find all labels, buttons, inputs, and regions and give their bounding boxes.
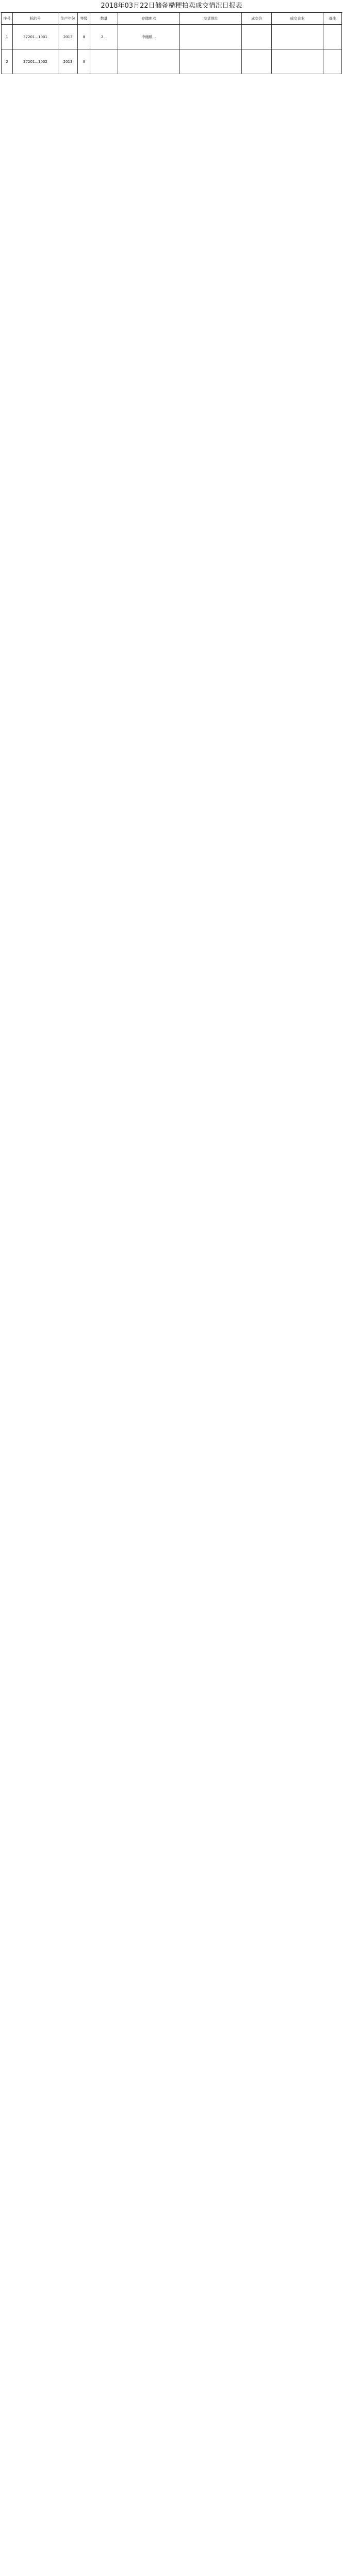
cell-depot <box>118 49 180 74</box>
column-header: 序号 <box>2 13 13 25</box>
cell-price <box>242 49 272 74</box>
table-row <box>2 49 342 74</box>
cell-no: 1 <box>2 25 13 49</box>
cell-grade: II <box>78 25 90 49</box>
column-header: 等级 <box>78 13 90 25</box>
cell-year: 2013 <box>58 49 78 74</box>
cell-year: 2013 <box>58 25 78 49</box>
table-header-row <box>2 13 342 25</box>
column-header: 存储库点 <box>118 13 180 25</box>
cell-qty: 2... <box>90 25 118 49</box>
table-row <box>2 25 342 49</box>
column-header: 成交价 <box>242 13 272 25</box>
column-header: 标的号 <box>13 13 58 25</box>
cell-remark <box>323 49 342 74</box>
cell-addr <box>180 49 242 74</box>
column-header: 交货地址 <box>180 13 242 25</box>
cell-grade: II <box>78 49 90 74</box>
table-body <box>2 25 342 74</box>
cell-no: 2 <box>2 49 13 74</box>
cell-lot: 37201...1001 <box>13 25 58 49</box>
cell-buyer <box>272 49 323 74</box>
column-header: 数量 <box>90 13 118 25</box>
column-header: 成交企业 <box>272 13 323 25</box>
cell-price <box>242 25 272 49</box>
column-header: 备注 <box>323 13 342 25</box>
report-title: 2018年03月22日储备糙粳拍卖成交情况日报表 <box>0 0 343 12</box>
auction-table <box>1 12 342 74</box>
cell-qty <box>90 49 118 74</box>
column-header: 生产年份 <box>58 13 78 25</box>
cell-remark <box>323 25 342 49</box>
cell-depot: 中储粮... <box>118 25 180 49</box>
cell-addr <box>180 25 242 49</box>
cell-buyer <box>272 25 323 49</box>
cell-lot: 37201...1002 <box>13 49 58 74</box>
